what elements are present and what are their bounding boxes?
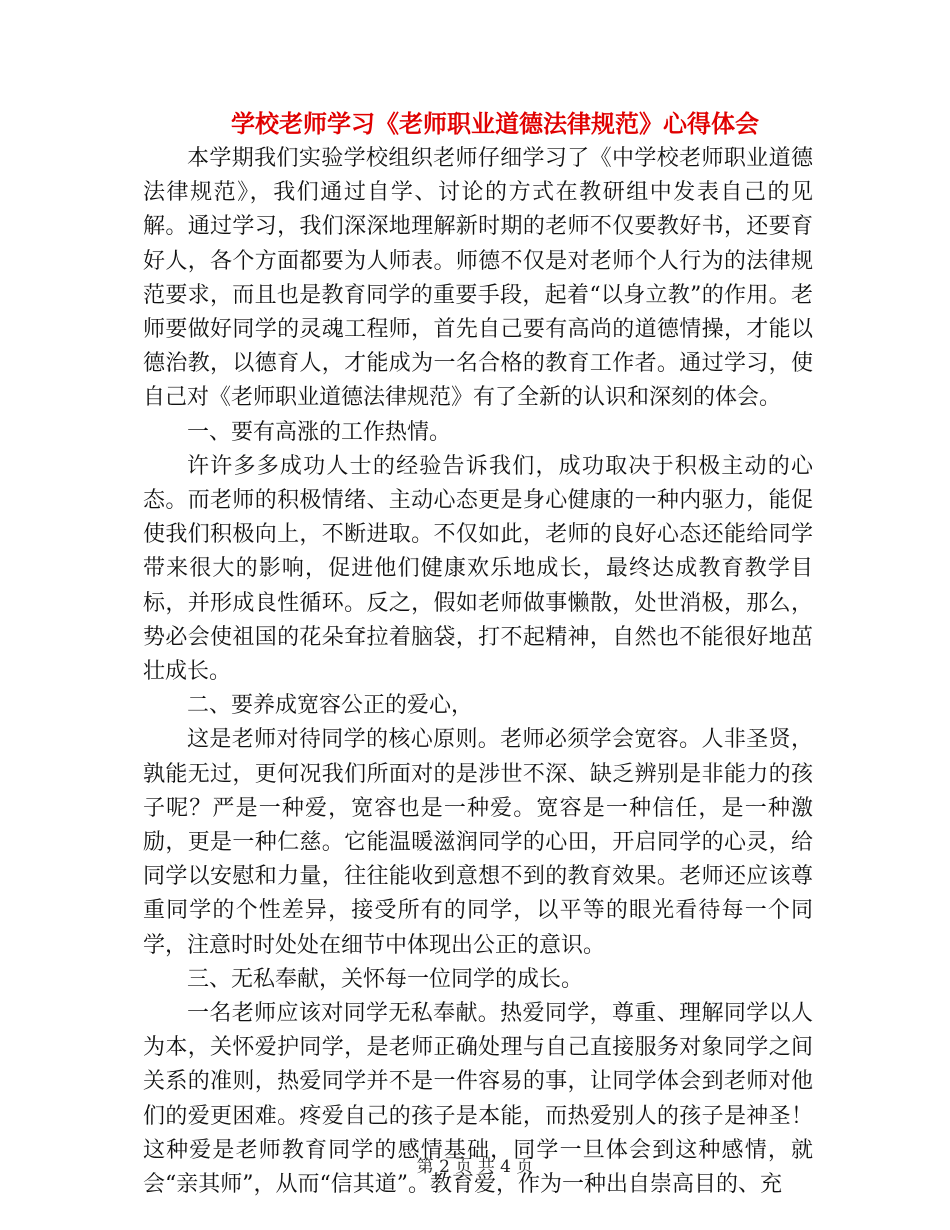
section-heading-3: 三、无私奉献，关怀每一位同学的成长。 bbox=[187, 966, 584, 992]
paragraph-intro: 本学期我们实验学校组织老师仔细学习了《中学校老师职业道德法律规范》，我们通过自学、讨论的方式在教研组中发表自己的见解。通过学习，我们深深地理解新时期的老师不仅要教好书，还要育好人，各个方面都要为人师表。师德不仅是对老师个人行为的法律规范要求，而且也是教育同学的重要手段，起着“以身立教”的作用。老师要做好同学的灵魂工程师，首先自己要有高尚的道德情操，才能以德治教，以德育人，才能成为一名合格的教育工作者。通过学习，使自己对《老师职业道德法律规范》有了全新的认识和深刻的体会。 bbox=[143, 146, 813, 411]
paragraph-1: 许许多多成功人士的经验告诉我们，成功取决于积极主动的心态。而老师的积极情绪、主动心态更是身心健康的一种内驱力，能促使我们积极向上，不断进取。不仅如此，老师的良好心态还能给同学带来很大的影响，促进他们健康欢乐地成长，最终达成教育教学目标，并形成良性循环。反之，假如老师做事懒散，处世消极，那么，势必会使祖国的花朵耷拉着脑袋，打不起精神，自然也不能很好地茁壮成长。 bbox=[143, 453, 813, 685]
document-body bbox=[143, 142, 813, 1202]
document-title: 学校老师学习《老师职业道德法律规范》心得体会 bbox=[231, 109, 759, 138]
page-number-footer: 第 2 页 共 4 页 bbox=[416, 1157, 534, 1177]
section-heading-2: 二、要养成宽容公正的爱心， bbox=[187, 693, 474, 719]
paragraph-2: 这是老师对待同学的核心原则。老师必须学会宽容。人非圣贤，孰能无过，更何况我们所面对的是涉世不深、缺乏辨别是非能力的孩子呢？严是一种爱，宽容也是一种爱。宽容是一种信任，是一种激励，更是一种仁慈。它能温暖滋润同学的心田，开启同学的心灵，给同学以安慰和力量，往往能收到意想不到的教育效果。老师还应该尊重同学的个性差异，接受所有的同学，以平等的眼光看待每一个同学，注意时时处处在细节中体现出公正的意识。 bbox=[143, 727, 813, 958]
section-heading-1: 一、要有高涨的工作热情。 bbox=[187, 419, 452, 445]
paragraph-3: 一名老师应该对同学无私奉献。热爱同学，尊重、理解同学以人为本，关怀爱护同学，是老师正确处理与自己直接服务对象同学之间关系的准则，热爱同学并不是一件容易的事，让同学体会到老师对他们的爱更困难。疼爱自己的孩子是本能，而热爱别人的孩子是神圣！这种爱是老师教育同学的感情基础，同学一旦体会到这种感情，就会“亲其师”，从而“信其道”。教育爱，作为一种出自崇高目的、充 bbox=[143, 1001, 813, 1198]
